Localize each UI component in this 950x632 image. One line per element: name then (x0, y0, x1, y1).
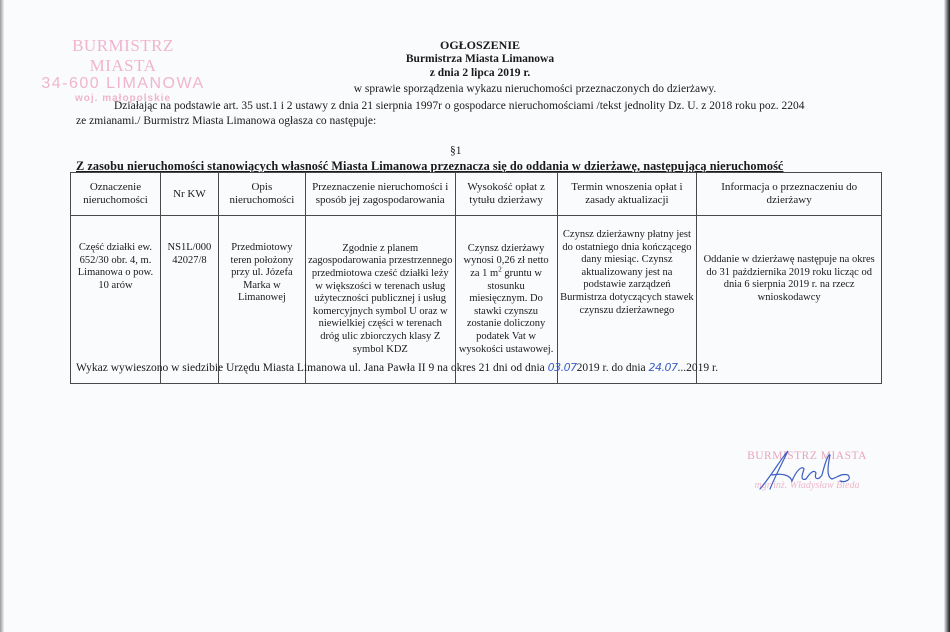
cell-przeznaczenie: Zgodnie z planem zagospodarowania przestrzennego przedmiotowa cześć działki leży w większości w terenach usług użyteczności publicznej i usług komercyjnych symbol U oraz w niewielkiej części w terenach dróg ulic zbiorczych klasy Z symbol KDZ (305, 216, 455, 384)
col-header-przeznaczenie: Przeznaczenie nieruchomości i sposób jej zagospodarowania (305, 173, 455, 216)
signature-stamp-name: mgr inż. Władysław Bieda (754, 480, 860, 491)
stamp-line-3: woj. małopolskie (74, 93, 172, 105)
posting-text-middle: 2019 r. do dnia (576, 362, 649, 374)
stamp-line-2: 34-600 LIMANOWA (41, 75, 205, 93)
posting-text-before: Wykaz wywieszono w siedzibie Urzędu Miasta Limanowa ul. Jana Pawła II 9 na okres 21 dni od dnia (76, 362, 548, 374)
handwritten-signature-icon (752, 445, 862, 495)
col-header-termin: Termin wnoszenia opłat i zasady aktualizacji (557, 173, 697, 216)
intro-line-1: Działając na podstawie art. 35 ust.1 i 2 ustawy z dnia 21 sierpnia 1997r o gospodarce nieruchomościami /tekst jednolity Dz. U. z 2018 roku poz. 2204 (114, 100, 805, 112)
table-header-row (71, 173, 882, 216)
oplaty-superscript: 2 (498, 265, 502, 274)
cell-informacja: Oddanie w dzierżawę następuje na okres do 31 października 2019 roku licząc od dnia 6 sierpnia 2019 r. na rzecz wnioskodawcy (697, 216, 882, 384)
posting-text-after: ...2019 r. (677, 362, 719, 374)
document-title: OGŁOSZENIE (439, 38, 521, 52)
document-header (330, 38, 630, 80)
oplaty-text-post: gruntu w stosunku miesięcznym. Do stawki czynszu zostanie doliczony podatek Vat w wysokości ustawowej. (458, 268, 554, 355)
document-subject: w sprawie sporządzenia wykazu nieruchomości przeznaczonych do dzierżawy. (353, 83, 717, 95)
col-header-opis: Opis nieruchomości (218, 173, 305, 216)
section-title: Z zasobu nieruchomości stanowiących własność Miasta Limanowa przeznacza się do oddania w dzierżawę, następującą nieruchomość (76, 159, 784, 173)
document-issuer: Burmistrza Miasta Limanowa (405, 53, 555, 65)
cell-termin: Czynsz dzierżawny płatny jest do ostatniego dnia kończącego dany miesiąc. Czynsz aktualizowany jest na podstawie zarządzeń Burmistrza dotyczących stawek czynszu dzierżawnego (557, 216, 697, 384)
posting-from-date-handwritten: 03.07 (547, 361, 577, 374)
posting-to-date-handwritten: 24.07 (648, 361, 678, 374)
cell-oplaty (455, 216, 557, 384)
posting-notice (76, 361, 718, 374)
col-header-oplaty: Wysokość opłat z tytułu dzierżawy (455, 173, 557, 216)
col-header-oznaczenie: Oznaczenie nieruchomości (71, 173, 161, 216)
section-sign: §1 (450, 145, 462, 157)
col-header-informacja: Informacja o przeznaczeniu do dzierżawy (697, 173, 882, 216)
table-row (71, 216, 882, 384)
oplaty-text-pre: Czynsz dzierżawy wynosi 0,26 zł netto za 1 m (463, 242, 549, 280)
col-header-nr-kw: Nr KW (160, 173, 218, 216)
document-date: z dnia 2 lipca 2019 r. (429, 67, 531, 79)
cell-nr-kw: NS1L/000 42027/8 (160, 216, 218, 384)
cell-opis: Przedmiotowy teren położony przy ul. Józefa Marka w Limanowej (218, 216, 305, 384)
property-table (70, 172, 882, 384)
cell-oznaczenie: Część działki ew. 652/30 obr. 4, m. Limanowa o pow. 10 arów (71, 216, 161, 384)
stamp-line-1: BURMISTRZ MIASTA (72, 36, 174, 75)
signature-stamp-title: BURMISTRZ MIASTA (747, 450, 867, 462)
intro-paragraph (76, 99, 876, 129)
intro-line-2: ze zmianami./ Burmistrz Miasta Limanowa ogłasza co następuje: (76, 115, 377, 127)
